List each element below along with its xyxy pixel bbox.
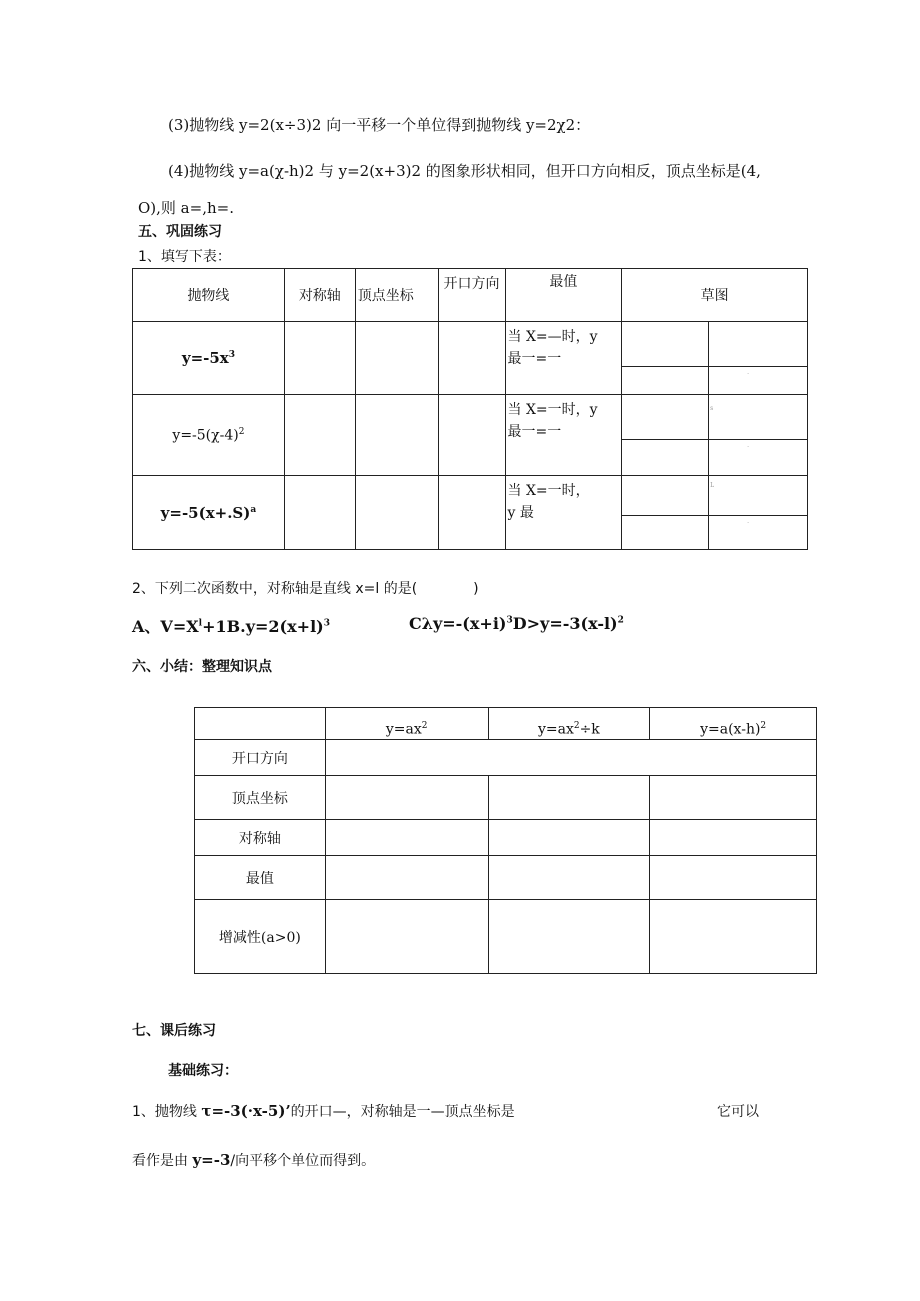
sketch-mark: .: [747, 518, 750, 525]
summary-cell[interactable]: [650, 776, 817, 820]
summary-row-label: 开口方向: [195, 740, 326, 776]
sketch-cell[interactable]: [709, 322, 808, 367]
table-cell-extreme[interactable]: 当 X=一时，y 最一=一: [505, 395, 622, 476]
summary-col-header: $y=ax^2$: [325, 708, 488, 740]
summary-cell[interactable]: [488, 900, 650, 974]
sketch-cell[interactable]: [622, 440, 709, 476]
sketch-cell[interactable]: [709, 395, 808, 440]
line-4b: O),则 a=,h=.: [138, 199, 234, 217]
table-cell-extreme[interactable]: 当 X=一时， y 最: [505, 476, 622, 550]
summary-row-label: 对称轴: [195, 820, 326, 856]
summary-cell[interactable]: [650, 820, 817, 856]
summary-cell[interactable]: [325, 740, 816, 776]
sketch-cell[interactable]: [709, 476, 808, 516]
sketch-cell[interactable]: [622, 516, 709, 550]
line-3: (3)抛物线 y=2(x÷3)2 向一平移一个单位得到抛物线 y=2χ2：: [168, 116, 591, 134]
sketch-mark: .: [747, 442, 750, 449]
summary-row-label: 增减性(a>0): [195, 900, 326, 974]
table-row-func: $y=-5(x+.S)^a$: [133, 476, 285, 550]
table-row-func: $y=-5x^3$: [133, 322, 285, 395]
summary-row-label: 顶点坐标: [195, 776, 326, 820]
summary-cell[interactable]: [325, 776, 488, 820]
table-row-func: $y=-5(\chi-4)^2$: [133, 395, 285, 476]
sketch-cell[interactable]: [709, 440, 808, 476]
sketch-mark: .: [747, 369, 750, 376]
section5-title: 五、巩固练习: [138, 224, 222, 240]
section5-q2: 2、下列二次函数中，对称轴是直线 x=l 的是( ): [132, 581, 479, 597]
table-cell-opening[interactable]: [438, 476, 505, 550]
summary-cell[interactable]: [325, 900, 488, 974]
option-cd: $C\lambda y=-(x+i)^3D>y=-3(x-l)^2$: [409, 614, 624, 633]
table-cell-vertex[interactable]: [355, 395, 438, 476]
practice-table: [132, 268, 808, 550]
section6-title: 六、小结：整理知识点: [132, 659, 272, 675]
sketch-mark: L: [710, 482, 715, 489]
option-ab: A、$V=X^l+1B.y=2(x+l)^3$: [132, 617, 330, 636]
header-axis: 对称轴: [284, 269, 355, 322]
sketch-cell[interactable]: [622, 395, 709, 440]
section7-q1-tail: 它可以: [717, 1104, 759, 1120]
sketch-cell[interactable]: [622, 322, 709, 367]
section7-q1-cont: 看作是由 y=-3/向平移个单位而得到。: [132, 1151, 376, 1169]
section7-q1: 1、抛物线 τ=-3(·x-5)’的开口—，对称轴是一—顶点坐标是: [132, 1102, 515, 1120]
summary-cell[interactable]: [650, 856, 817, 900]
header-parabola: 抛物线: [133, 269, 285, 322]
summary-cell[interactable]: [325, 856, 488, 900]
summary-row-label: 最值: [195, 856, 326, 900]
sketch-cell[interactable]: [709, 516, 808, 550]
summary-cell[interactable]: [488, 776, 650, 820]
table-cell-axis[interactable]: [284, 395, 355, 476]
summary-table: [194, 707, 817, 974]
table-cell-axis[interactable]: [284, 322, 355, 395]
header-opening: 开口方向: [438, 269, 505, 322]
table-cell-opening[interactable]: [438, 322, 505, 395]
summary-corner: [195, 708, 326, 740]
summary-cell[interactable]: [650, 900, 817, 974]
summary-cell[interactable]: [488, 820, 650, 856]
header-sketch: 草图: [622, 269, 808, 322]
summary-cell[interactable]: [488, 856, 650, 900]
section7-sub: 基础练习：: [168, 1063, 238, 1079]
sketch-cell[interactable]: [709, 367, 808, 395]
sketch-cell[interactable]: [622, 476, 709, 516]
table-cell-axis[interactable]: [284, 476, 355, 550]
table-cell-extreme[interactable]: 当 X=—时，y 最一=一: [505, 322, 622, 395]
table-cell-vertex[interactable]: [355, 322, 438, 395]
header-extreme: 最值: [505, 269, 622, 322]
summary-col-header: $y=ax^2\div k$: [488, 708, 650, 740]
summary-col-header: $y=a(x-h)^2$: [650, 708, 817, 740]
sketch-mark: s: [710, 405, 714, 412]
header-vertex: 顶点坐标: [355, 269, 438, 322]
section7-title: 七、课后练习: [132, 1023, 216, 1039]
table-cell-opening[interactable]: [438, 395, 505, 476]
sketch-cell[interactable]: [622, 367, 709, 395]
summary-cell[interactable]: [325, 820, 488, 856]
table-cell-vertex[interactable]: [355, 476, 438, 550]
line-4a: (4)抛物线 y=a(χ-h)2 与 y=2(x+3)2 的图象形状相同，但开口方向相反，顶点坐标是(4,: [168, 162, 761, 180]
section5-q1: 1、填写下表：: [138, 249, 231, 265]
